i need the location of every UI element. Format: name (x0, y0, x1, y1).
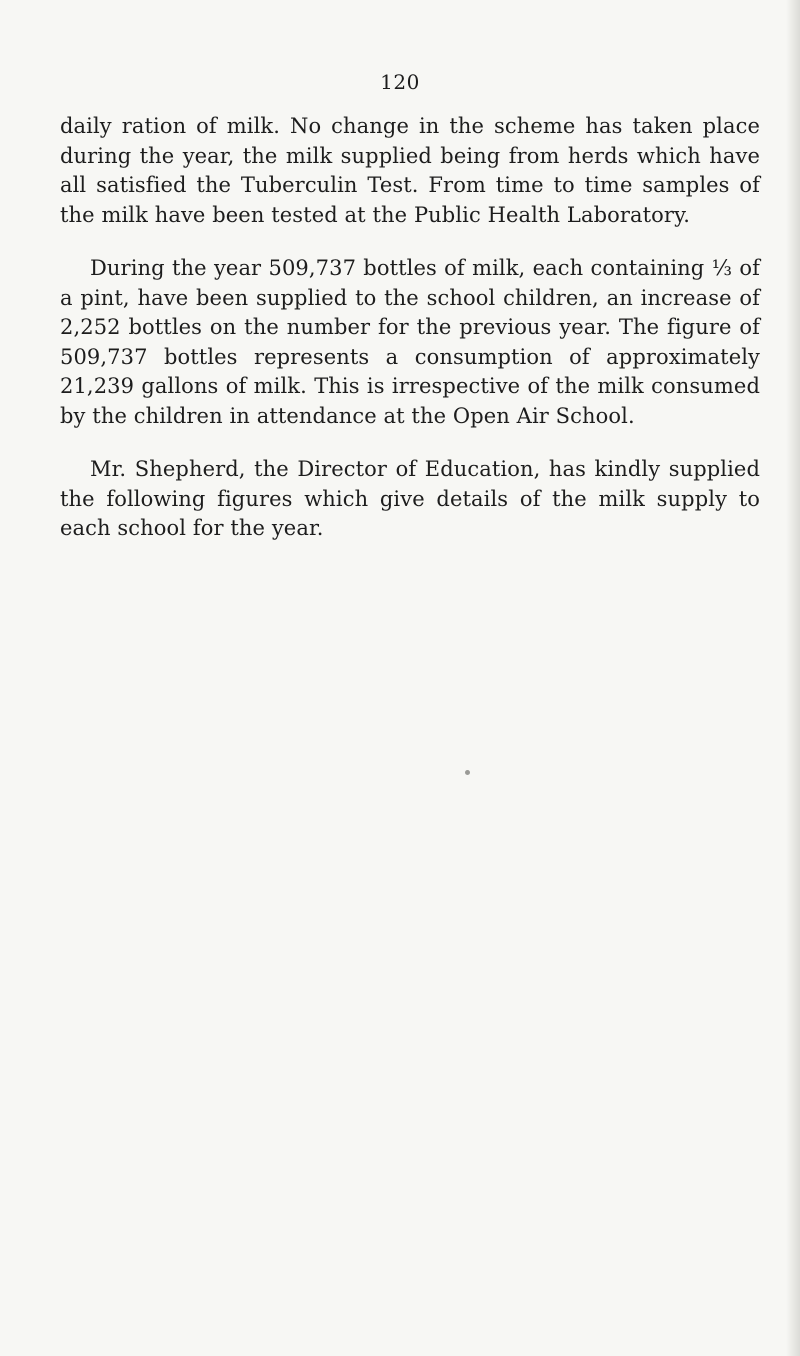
paragraph-director-figures: Mr. Shepherd, the Director of Education, has kindly supplied the following figures which give details of the milk supply to each school for the year. (60, 457, 760, 540)
paragraph-milk-ration: daily ration of milk. No change in the scheme has taken place during the year, the milk supplied being from herds which have all satisfied the Tuberculin Test. From time to time samples of the milk have been tested at the Public Health Laboratory. (60, 114, 760, 227)
page-edge-shadow (786, 0, 800, 1356)
paragraph-bottle-statistics: During the year 509,737 bottles of milk, each containing ⅓ of a pint, have been supplied to the school children, an increase of 2,252 bottles on the number for the previous year. The figure of 509,737 bottles represents a consumption of approximately 21,239 gallons of milk. This is irrespective of the milk consumed by the children in attendance at the Open Air School. (60, 256, 760, 428)
paper-speck (465, 770, 470, 775)
body-text (60, 112, 760, 568)
page-number: 120 (380, 70, 420, 94)
